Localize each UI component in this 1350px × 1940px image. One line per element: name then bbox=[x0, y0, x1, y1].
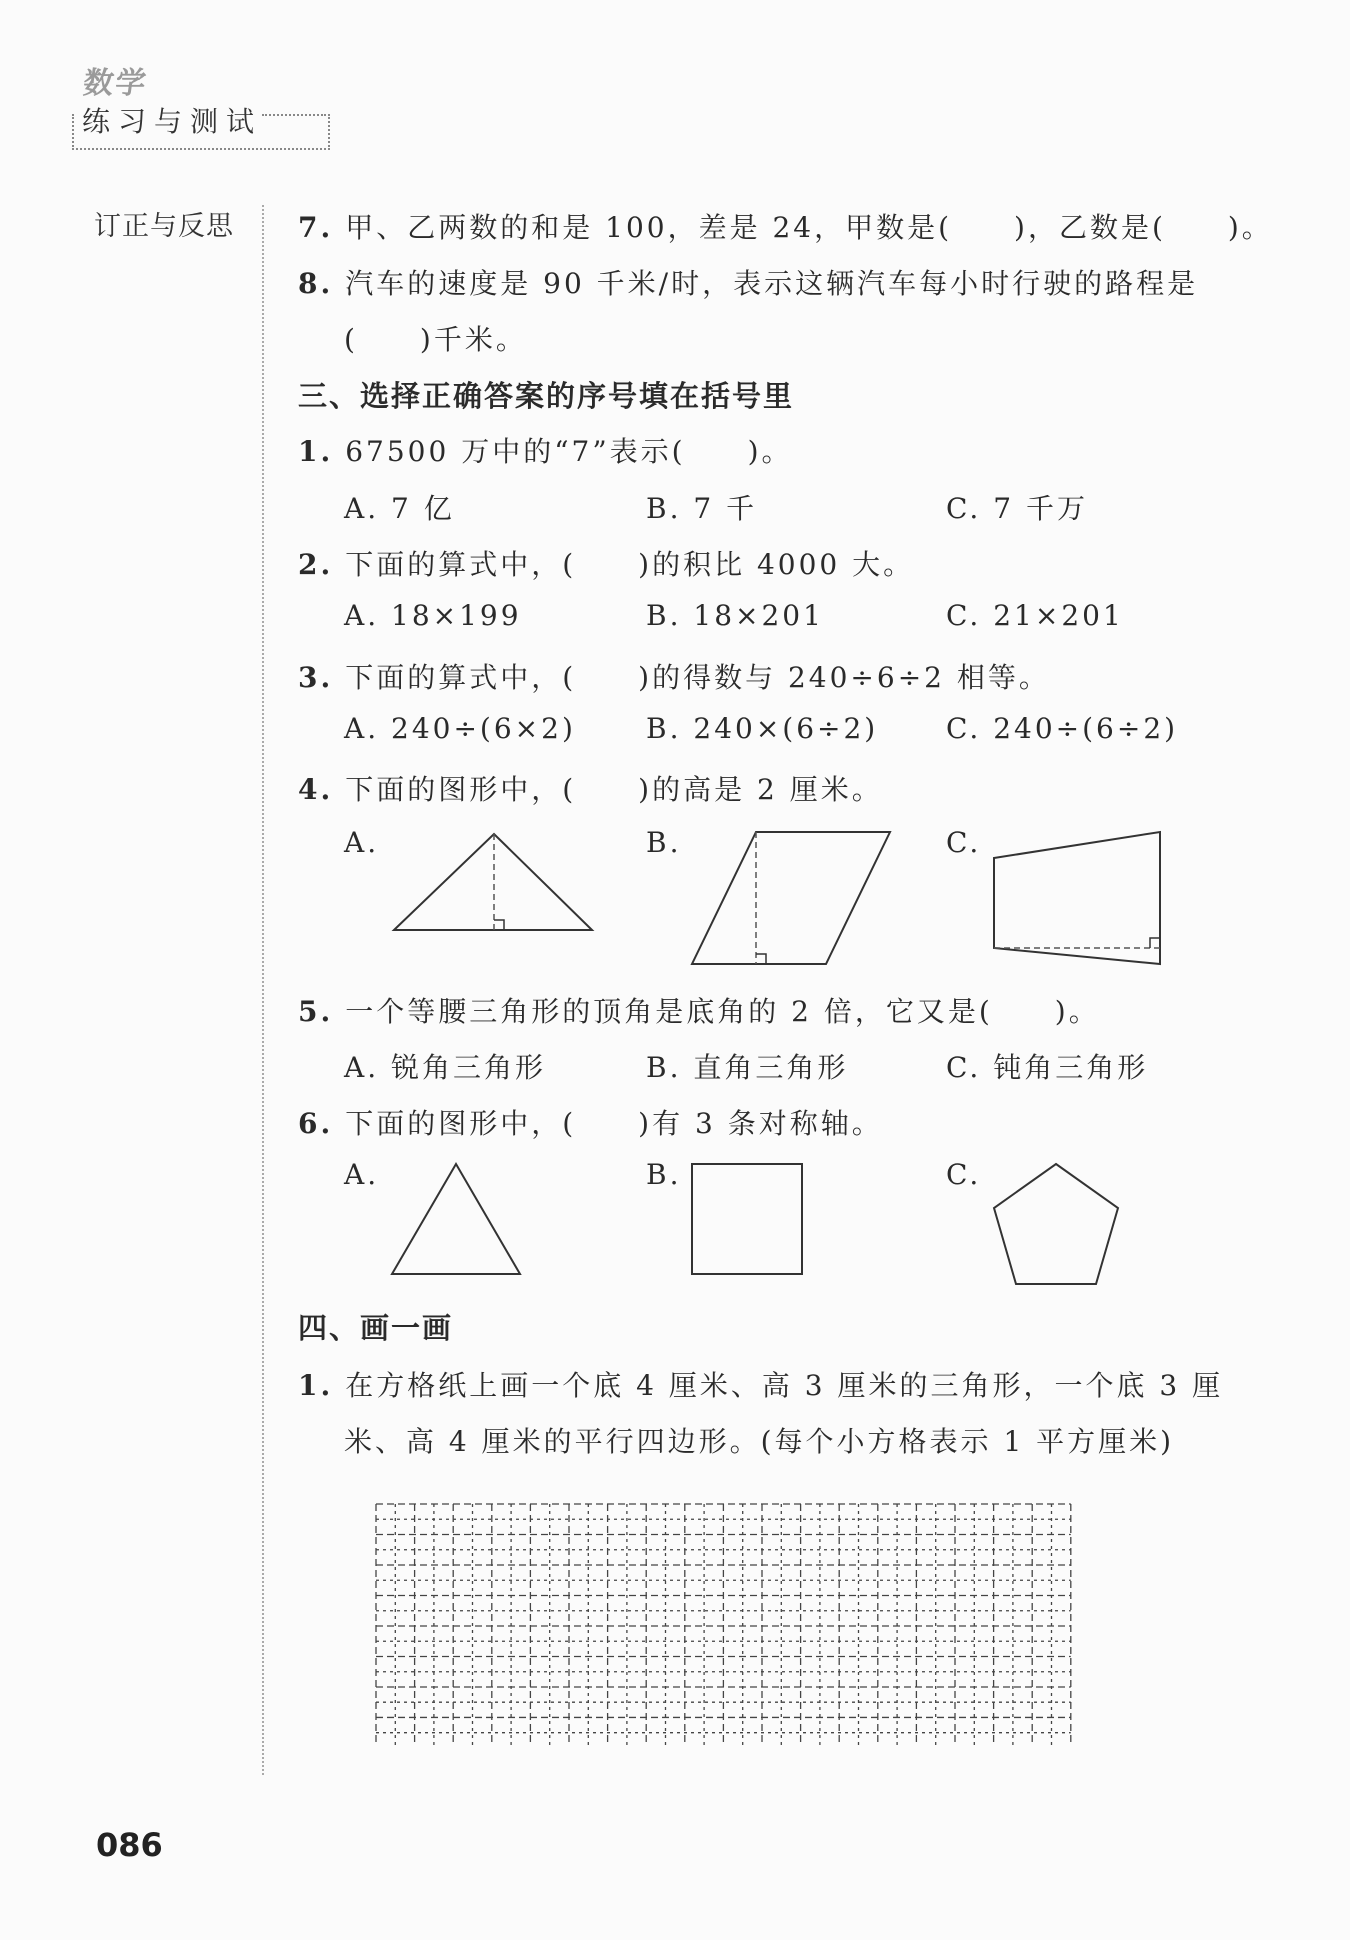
question-number: 7. bbox=[298, 211, 334, 244]
question-text: 下面的算式中，( )的积比 4000 大。 bbox=[345, 548, 915, 581]
figure-label-a: A. bbox=[344, 826, 380, 859]
question-text: 甲、乙两数的和是 100，差是 24，甲数是( )，乙数是( )。 bbox=[345, 211, 1273, 244]
square-figure bbox=[690, 1162, 804, 1276]
question-number: 4. bbox=[298, 773, 334, 806]
question-number: 6. bbox=[298, 1107, 334, 1140]
pentagon-figure bbox=[992, 1162, 1122, 1290]
right-angle-mark bbox=[1150, 938, 1160, 948]
right-angle-mark bbox=[756, 954, 766, 964]
s3-question-5 bbox=[298, 990, 1100, 1030]
s3-question-2 bbox=[298, 543, 914, 583]
s3-question-6 bbox=[298, 1102, 883, 1142]
question-8 bbox=[298, 262, 1198, 302]
option-a: A. 240÷(6×2) bbox=[344, 712, 576, 745]
option-a: A. 7 亿 bbox=[344, 492, 455, 525]
option-c: C. 7 千万 bbox=[946, 492, 1088, 525]
figure-label-a: A. bbox=[344, 1158, 380, 1191]
option-c: C. 钝角三角形 bbox=[946, 1051, 1149, 1084]
question-text: 下面的算式中，( )的得数与 240÷6÷2 相等。 bbox=[345, 661, 1050, 694]
s3-question-4 bbox=[298, 768, 883, 808]
option-b: B. 直角三角形 bbox=[646, 1051, 849, 1084]
section-3-title: 三、选择正确答案的序号填在括号里 bbox=[298, 379, 795, 413]
question-text: 67500 万中的“7”表示( )。 bbox=[345, 435, 793, 468]
option-b: B. 18×201 bbox=[646, 599, 824, 632]
question-text: 下面的图形中，( )的高是 2 厘米。 bbox=[345, 773, 883, 806]
s4-question-1 bbox=[298, 1364, 1223, 1404]
option-a: A. 18×199 bbox=[344, 599, 522, 632]
grid-paper[interactable] bbox=[374, 1502, 1078, 1746]
question-7 bbox=[298, 206, 1273, 246]
option-c: C. 240÷(6÷2) bbox=[946, 712, 1179, 745]
trapezoid-outline bbox=[994, 832, 1160, 964]
question-text: 下面的图形中，( )有 3 条对称轴。 bbox=[345, 1107, 883, 1140]
trapezoid-with-height-figure bbox=[990, 828, 1165, 968]
s3-question-3 bbox=[298, 656, 1050, 696]
parallelogram-outline bbox=[692, 832, 890, 964]
question-number: 1. bbox=[298, 1369, 334, 1402]
s4-question-1-continued: 米、高 4 厘米的平行四边形。(每个小方格表示 1 平方厘米) bbox=[344, 1425, 1175, 1458]
figure-label-c: C. bbox=[946, 1158, 982, 1191]
option-c: C. 21×201 bbox=[946, 599, 1124, 632]
question-text: 汽车的速度是 90 千米/时，表示这辆汽车每小时行驶的路程是 bbox=[345, 267, 1199, 300]
section-4-title: 四、画一画 bbox=[298, 1311, 454, 1345]
question-number: 3. bbox=[298, 661, 334, 694]
page-number: 086 bbox=[96, 1826, 163, 1864]
parallelogram-with-height-figure bbox=[690, 828, 900, 968]
option-b: B. 7 千 bbox=[646, 492, 758, 525]
book-title: 练习与测试 bbox=[82, 105, 263, 138]
question-8-continued: ( )千米。 bbox=[344, 323, 527, 356]
figure-label-b: B. bbox=[646, 1158, 682, 1191]
equilateral-triangle-figure bbox=[390, 1160, 524, 1278]
triangle-outline bbox=[394, 834, 592, 930]
question-text: 一个等腰三角形的顶角是底角的 2 倍，它又是( )。 bbox=[345, 995, 1100, 1028]
question-number: 5. bbox=[298, 995, 334, 1028]
s3-question-1 bbox=[298, 430, 793, 470]
question-text: 在方格纸上画一个底 4 厘米、高 3 厘米的三角形，一个底 3 厘 bbox=[345, 1369, 1224, 1402]
subject-label: 数学 bbox=[81, 66, 150, 101]
header-frame bbox=[72, 114, 330, 150]
right-angle-mark bbox=[494, 920, 504, 930]
figure-label-c: C. bbox=[946, 826, 982, 859]
triangle-with-height-figure bbox=[390, 828, 600, 938]
correction-reflection-label: 订正与反思 bbox=[94, 211, 234, 242]
margin-divider bbox=[262, 205, 264, 1775]
figure-label-b: B. bbox=[646, 826, 682, 859]
option-b: B. 240×(6÷2) bbox=[646, 712, 879, 745]
question-number: 1. bbox=[298, 435, 334, 468]
option-a: A. 锐角三角形 bbox=[344, 1051, 547, 1084]
question-number: 2. bbox=[298, 548, 334, 581]
question-number: 8. bbox=[298, 267, 334, 300]
header-frame-top bbox=[262, 114, 326, 116]
